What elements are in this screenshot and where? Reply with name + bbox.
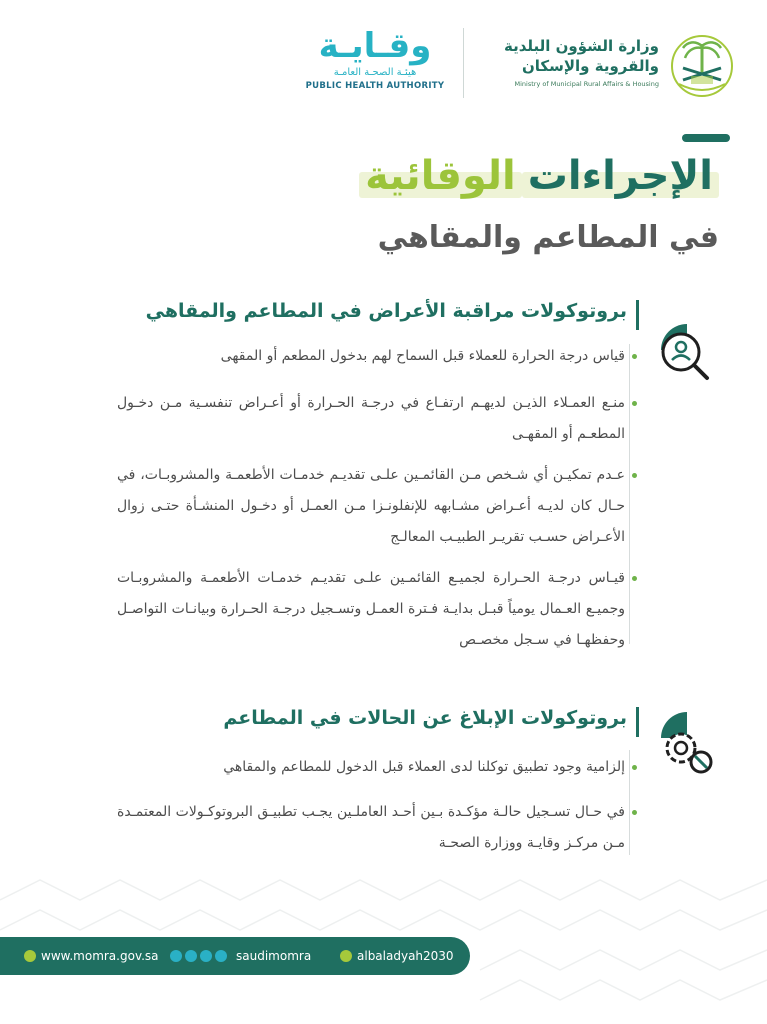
bullet-dot bbox=[632, 810, 637, 815]
list-item bbox=[117, 563, 637, 656]
ministry-name-line2: والقروية والإسكان bbox=[521, 57, 659, 75]
person-search-icon bbox=[651, 320, 721, 390]
list-item-text: عـدم تمكيـن أي شـخص مـن القائمـين علـى تقديـم خدمـات الأطعمـة والمشروبـات، في حـال كان لديـه أعـراض مشـابهه للإنفلونـزا مـن العمـل أو دخـول المنشـأة حتـى زوال الأعـراض حسـب تقريـر الطبيـب المعالـج bbox=[117, 467, 625, 545]
bullet-dot bbox=[632, 473, 637, 478]
section1-heading: بروتوكولات مراقبة الأعراض في المطاعم والمقاهي bbox=[145, 300, 627, 322]
footer-bar bbox=[0, 937, 470, 975]
wiqaya-logo-text: وقـايـة bbox=[318, 26, 432, 66]
section2-heading: بروتوكولات الإبلاغ عن الحالات في المطاعم bbox=[223, 707, 627, 729]
globe-icon bbox=[24, 950, 36, 962]
youtube-icon bbox=[215, 950, 227, 962]
header bbox=[0, 22, 767, 112]
title-accent-bar bbox=[682, 134, 730, 142]
twitter-icon bbox=[185, 950, 197, 962]
ministry-name-english: Ministry of Municipal Rural Affairs & Housing bbox=[514, 80, 659, 88]
wiqaya-logo bbox=[300, 26, 450, 106]
virus-blocked-icon bbox=[651, 710, 721, 780]
bullet-dot bbox=[632, 354, 637, 359]
footer-website[interactable] bbox=[24, 937, 159, 975]
footer-snapchat-text: albaladyah2030 bbox=[357, 949, 454, 963]
list-item-text: في حـال تسـجيل حالـة مؤكـدة بـين أحـد العاملـين يجـب تطبيـق البروتوكـولات المعتمـدة مـن مركـز وقايـة ووزارة الصحـة bbox=[117, 804, 625, 851]
palm-swords-emblem-icon bbox=[667, 30, 737, 100]
title-word-procedures: الإجراءات bbox=[522, 146, 719, 206]
facebook-icon bbox=[170, 950, 182, 962]
list-item bbox=[117, 460, 637, 553]
instagram-icon bbox=[200, 950, 212, 962]
header-divider bbox=[463, 28, 464, 98]
footer-snapchat[interactable] bbox=[340, 937, 454, 975]
list-item bbox=[117, 388, 637, 450]
list-item-text: إلزامية وجود تطبيق توكلنا لدى العملاء قبل الدخول للمطاعم والمقاهي bbox=[223, 759, 625, 775]
list-item-text: منـع العمـلاء الذيـن لديهـم ارتفـاع في درجـة الحـرارة أو أعـراض تنفسـية مـن دخـول المطعـم أو المقهـى bbox=[117, 395, 625, 442]
bullet-dot bbox=[632, 765, 637, 770]
bullet-dot bbox=[632, 576, 637, 581]
footer-website-text: www.momra.gov.sa bbox=[41, 949, 159, 963]
footer-social-text: saudimomra bbox=[236, 949, 312, 963]
list-item bbox=[117, 752, 637, 783]
section1-marker bbox=[636, 300, 639, 330]
bullet-dot bbox=[632, 401, 637, 406]
list-item-text: قيـاس درجـة الحـرارة لجميـع القائمـين علـى تقديـم خدمـات الأطعمـة والمشروبـات وجميـع العـمال يومياً قبـل بدايـة فـترة العمـل وتسـجيل درجـة الحـرارة وبيانـات التواصـل وحفظهـا في سـجل مخصـص bbox=[117, 570, 625, 648]
wiqaya-logo-english: PUBLIC HEALTH AUTHORITY bbox=[305, 81, 445, 91]
page-subtitle: في المطاعم والمقاهي bbox=[377, 220, 719, 255]
snapchat-icon bbox=[340, 950, 352, 962]
section2-marker bbox=[636, 707, 639, 737]
list-item bbox=[117, 797, 637, 859]
footer-social[interactable] bbox=[170, 937, 311, 975]
list-item-text: قياس درجة الحرارة للعملاء قبل السماح لهم بدخول المطعم أو المقهى bbox=[220, 348, 625, 364]
title-word-preventive: الوقائية bbox=[359, 146, 522, 206]
social-icons bbox=[170, 938, 230, 976]
wiqaya-logo-subtext: هيئـة الصحـة العامـة bbox=[333, 67, 417, 78]
ministry-name-line1: وزارة الشؤون البلدية bbox=[503, 37, 659, 55]
list-item bbox=[117, 341, 637, 372]
page-title bbox=[359, 146, 719, 216]
ministry-logo bbox=[497, 30, 737, 100]
